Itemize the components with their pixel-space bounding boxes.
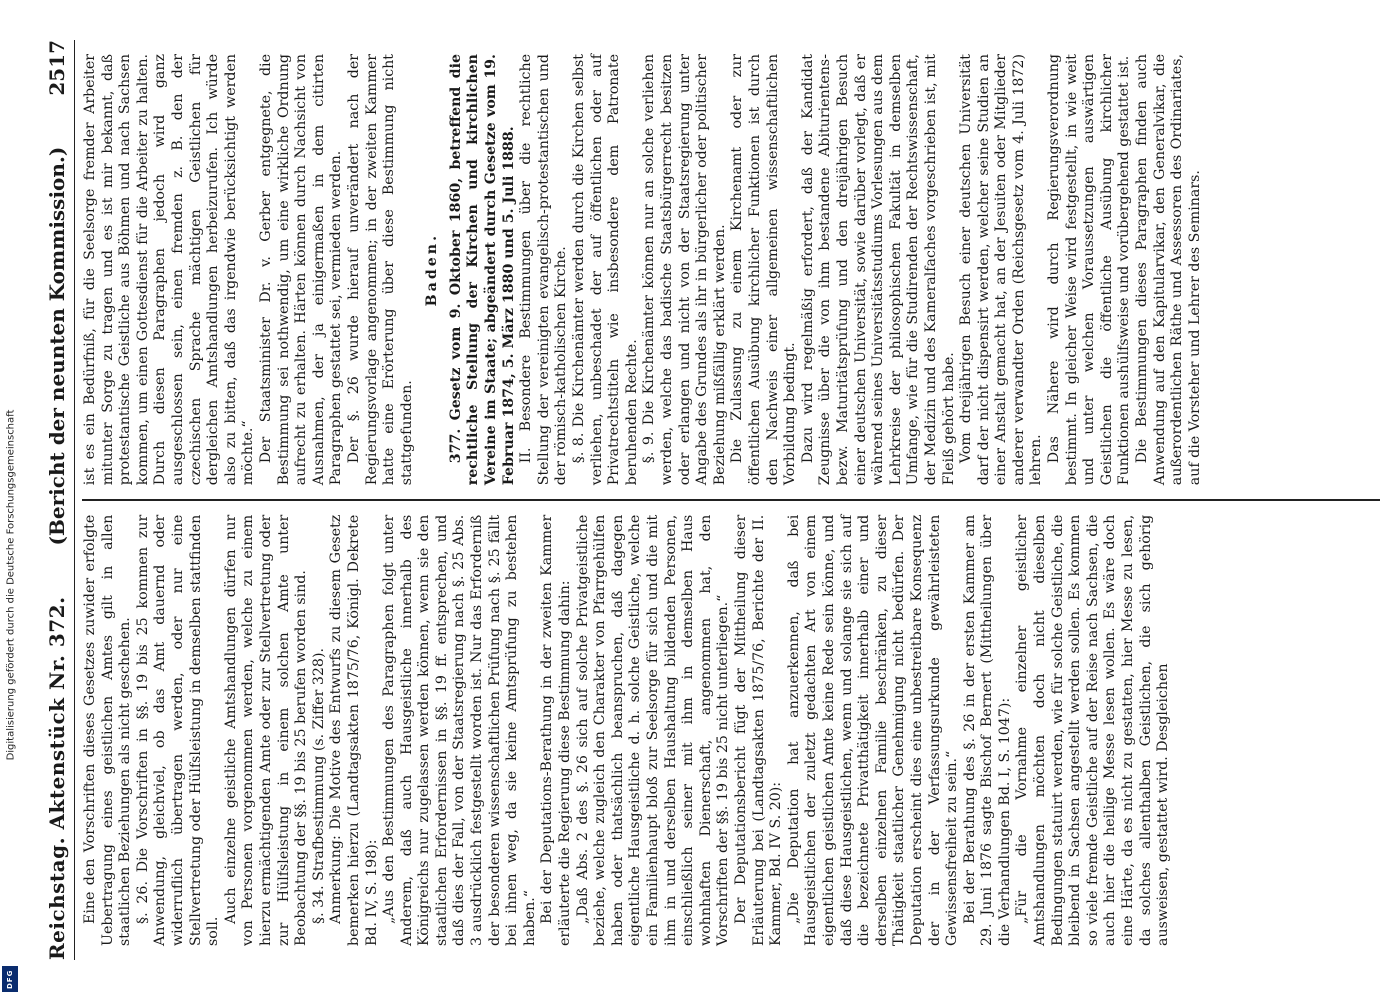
paragraph: „Für die Vornahme einzelner geistlicher Amtshandlungen möchten doch nicht dieselben Bedingungen statuirt werden, wie für solche Geistliche, die bleibend in Sachsen angestellt werden sollen. Es kommen so viele fremde Geistliche auf der Reise nach Sachsen, die auch hier die heilige Messe lesen wollen. Es wäre doch eine Härte, da es nicht zu gestatten, hier Messe zu lesen, da solches allenthalben Geistlichen, die sich gehörig ausweisen, gestattet wird. Desgleichen: [1014, 514, 1172, 946]
paragraph: Bei der Berathung des §. 26 in der ersten Kammer am 29. Juni 1876 sagte Bischof Bernert (Mittheilungen über die Verhandlungen Bd. I, S. 1047):: [961, 514, 1013, 946]
paragraph: §. 26. Die Vorschriften in §§. 19 bis 25 kommen zur Anwendung, gleichviel, ob das Amt dauernd oder widerruflich übertragen werden, oder nur eine Stellvertretung oder Hülfsleistung in demselben stattfinden soll.: [134, 514, 222, 946]
paragraph: Vom dreijährigen Besuch einer deutschen Universität darf der nicht dispensirt werden, welcher seine Studien an einer Anstalt gemacht hat, an der Jesuiten oder Mitglieder anderer verwandter Orden (Reichsgesetz vom 4. Juli 1872) lehren.: [958, 54, 1045, 486]
paragraph: Der §. 26 wurde hierauf unverändert nach der Regierungsvorlage angenommen; in der zweiten Kammer hatte eine Erörterung über diese Bestimmung nicht stattgefunden.: [345, 54, 415, 486]
paragraph: Anmerkung: Die Motive des Entwurfs zu diesem Gesetz bemerken hierzu (Landtagsakten 1875/76, Königl. Dekrete Bd. IV, S. 198):: [328, 514, 380, 946]
header-title: Reichstag. Aktenstück Nr. 372.: [45, 596, 69, 960]
paragraph: „Daß Abs. 2 des §. 26 sich auf solche Privatgeistliche beziehe, welche zugleich den Charakter von Pfarrgehülfen haben oder thatsächlich beanspruchen, daß dagegen eigentliche Hausgeistliche d. h. solche Geistliche, welche ein Familienhaupt bloß zur Seelsorge für sich und die mit ihm in und derselben Haushaltung bildenden Personen, einschließlich seiner mit ihm in demselben Haus wohnhaften Dienerschaft, angenommen hat, den Vorschriften der §§. 19 bis 25 nicht unterliegen.“: [574, 514, 732, 946]
paragraph: §. 34. Strafbestimmung (s. Ziffer 328).: [310, 648, 327, 924]
page-header: [40, 40, 75, 960]
paragraph: Das Nähere wird durch Regierungsverordnung bestimmt. In gleicher Weise wird festgestellt, in wie weit und unter welchen Voraussetzungen auswärtigen Geistlichen die öffentliche Ausübung kirchlicher Funktionen aushülfsweise und vorübergehend gestattet ist.: [1046, 54, 1133, 486]
paragraph: „Die Deputation hat anzuerkennen, daß bei Hausgeistlichen der zuletzt gedachten Art von einem eigentlichen geistlichen Amte keine Rede sein könne, und daß diese Hausgeistlichen, wenn und solange sie sich auf die bezeichnete Privatthätigkeit innerhalb einer und derselben einzelnen Familie beschränken, zu dieser Thätigkeit staatlicher Genehmigung nicht bedürfen. Der Deputation erscheint dies eine unbestreitbare Konsequenz der in der Verfassungsurkunde gewährleisteten Gewissensfreiheit zu sein.“: [785, 514, 961, 946]
paragraph: §. 8. Die Kirchenämter werden durch die Kirchen selbst verliehen, unbeschadet der auf öffentlichen oder auf Privatrechtstiteln wie insbesondere dem Patronate beruhenden Rechte.: [571, 54, 640, 486]
paragraph: Bei der Deputations-Berathung in der zweiten Kammer erläuterte die Regierung diese Bestimmung dahin:: [539, 514, 574, 946]
paragraph: II. Besondere Bestimmungen über die rechtliche Stellung der vereinigten evangelisch-protestantischen und der römisch-katholischen Kirche.: [518, 54, 570, 486]
credit-text: Digitalisierung gefördert durch die Deutsche Forschungsgemeinschaft: [5, 409, 17, 761]
page-number: 2517: [45, 40, 69, 96]
paragraph: ist es ein Bedürfniß, für die Seelsorge fremder Arbeiter mitunter Sorge zu tragen und es ist mir bekannt, daß protestantische Geistliche aus Böhmen und nach Sachsen kommen, um einen Gottesdienst für die Arbeiter zu halten. Durch diesen Paragraphen jedoch wird ganz ausgeschlossen sein, einen fremden z. B. den der czechischen Sprache mächtigen Geistlichen für dergleichen Amtshandlungen herbeizurufen. Ich würde also zu bitten, daß das irgendwie berücksichtigt werden möchte.“: [82, 54, 257, 486]
text-columns: [82, 40, 1380, 960]
paragraph: Der Deputationsbericht fügt der Mittheilung dieser Erläuterung bei (Landtagsakten 1875/76, Berichte der II. Kammer, Bd. IV S. 20):: [732, 514, 785, 946]
paragraph: §. 9. Die Kirchenämter können nur an solche verliehen werden, welche das badische Staatsbürgerrecht besitzen oder erlangen und nicht von der Staatsregierung unter Angabe des Grundes als ihr in bürgerlicher oder politischer Beziehung mißfällig erklärt werden.: [641, 54, 728, 486]
dfg-logo: DFG: [2, 966, 18, 992]
paragraph: „Aus den Bestimmungen des Paragraphen folgt unter Anderem, daß auch Hausgeistliche innerhalb des Königreichs nur zugelassen werden können, wenn sie den staatlichen Erfordernissen in §§. 19 ff. entsprechen, und daß dies der Fall, von der Staatsregierung nach §. 25 Abs. 3 ausdrücklich festgestellt worden ist. Nur das Erforderniß der besonderen wissenschaftlichen Prüfung nach §. 25 fällt bei ihnen weg, da sie keine Amtsprüfung zu bestehen haben.“: [381, 514, 538, 946]
section-title: Baden.: [424, 232, 441, 307]
right-column: [82, 40, 1380, 499]
paragraph: Der Staatsminister Dr. v. Gerber entgegnete, die Bestimmung sei nothwendig, um eine wirkliche Ordnung aufrecht zu erhalten. Härten können durch Nachsicht von Ausnahmen, der ja einigermaßen in dem citirten Paragraphen gestattet sei, vermieden werden.: [257, 54, 345, 486]
paragraph: Die Zulassung zu einem Kirchenamt oder zur öffentlichen Ausübung kirchlicher Funktionen ist durch den Nachweis einer allgemeinen wissenschaftlichen Vorbildung bedingt.: [729, 54, 799, 486]
column-divider: [82, 499, 1380, 501]
paragraph: Eine den Vorschriften dieses Gesetzes zuwider erfolgte Uebertragung eines geistlichen Amtes gilt in allen staatlichen Beziehungen als nicht geschehen.: [82, 514, 134, 946]
credit-strip: [0, 0, 22, 1000]
header-commission: (Bericht der neunten Kommission.): [45, 146, 69, 546]
paragraph: Auch einzelne geistliche Amtshandlungen dürfen nur von Personen vorgenommen werden, welche zu einem hierzu ermächtigenden Amte oder zur Stellvertretung oder zur Hülfsleistung in einem solchen Amte unter Beobachtung der §§. 19 bis 25 berufen worden sind.: [222, 514, 310, 946]
paragraph: Dazu wird regelmäßig erfordert, daß der Kandidat Zeugnisse über die von ihm bestandene Abiturientens- bezw. Maturitätsprüfung und den dreijährigen Besuch einer deutschen Universität, sowie darüber vorlegt, daß er während seines Universitätsstudiums Vorlesungen aus dem Lehrkreise der philosophischen Fakultät in demselben Umfange, wie für die Studirenden der Rechtswissenschaft, der Medizin und des Kameralfaches vorgeschrieben ist, mit Fleiß gehört habe.: [799, 54, 957, 486]
left-column: [82, 501, 1380, 960]
law-heading: 377. Gesetz vom 9. Oktober 1860, betreffend die rechtliche Stellung der Kirchen und kirchlichen Vereine im Staate; abgeändert durch Gesetze vom 19. Februar 1874, 5. März 1880 und 5. Juli 1888.: [447, 54, 517, 486]
scanned-page: [40, 40, 1380, 960]
paragraph: Die Bestimmungen dieses Paragraphen finden auch Anwendung auf den Kapitularvikar, den Generalvikar, die außerordentlichen Räthe und Assessoren des Ordinariates, auf die Vorsteher und Lehrer des Seminars.: [1134, 54, 1203, 486]
